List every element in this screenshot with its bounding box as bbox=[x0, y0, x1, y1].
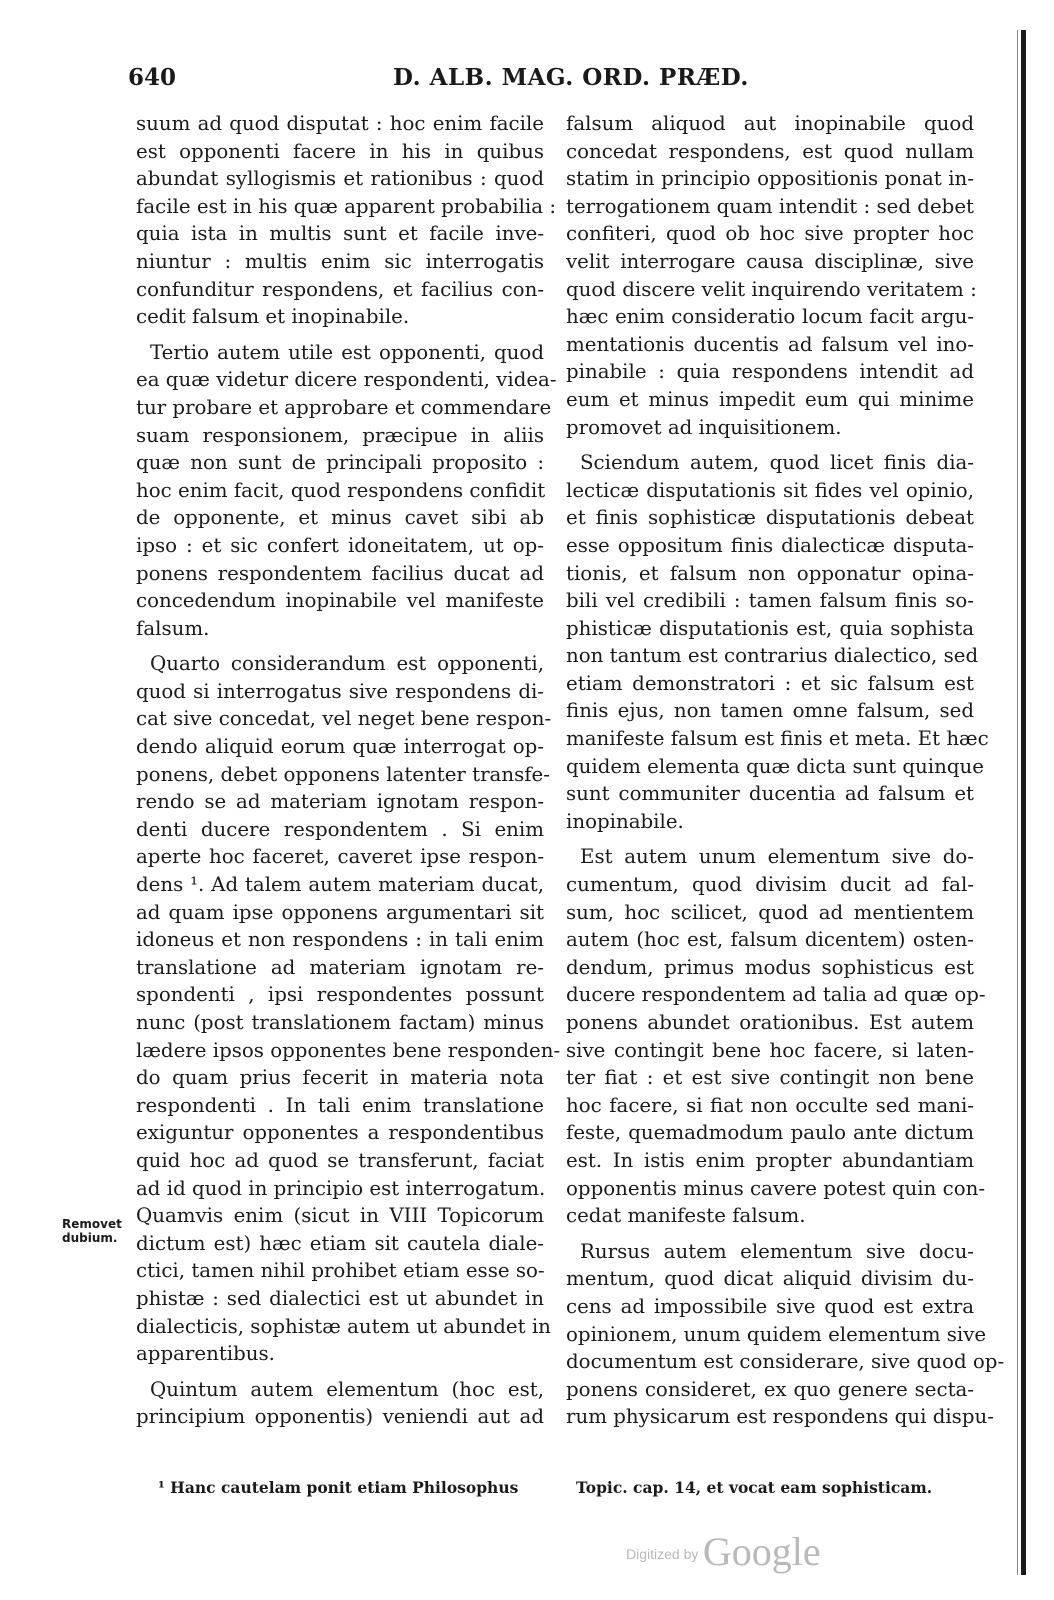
text-line: dendo aliquid eorum quæ interrogat op- bbox=[136, 735, 544, 759]
text-line: concedat respondens, est quod nullam bbox=[566, 139, 974, 163]
page-edge-thin bbox=[1017, 30, 1018, 1575]
text-line: tionis, et falsum non opponatur opina- bbox=[566, 561, 974, 585]
text-line: terrogationem quam intendit : sed debet bbox=[566, 194, 974, 218]
text-line: exiguntur opponentes a respondentibus bbox=[136, 1121, 544, 1145]
text-line: finis ejus, non tamen omne falsum, sed bbox=[566, 699, 974, 723]
footnote-left: ¹ Hanc cautelam ponit etiam Philosophus bbox=[158, 1478, 519, 1497]
margin-note-line: Removet bbox=[62, 1217, 122, 1231]
left-text-column bbox=[136, 110, 561, 1431]
text-line: esse oppositum finis dialecticæ disputa- bbox=[566, 533, 974, 557]
text-line: de opponente, et minus cavet sibi ab bbox=[136, 506, 544, 530]
page-number: 640 bbox=[128, 64, 177, 91]
text-line: confiteri, quod ob hoc sive propter hoc bbox=[566, 222, 974, 246]
right-text-column bbox=[566, 110, 1005, 1431]
page-edge-line bbox=[1021, 30, 1026, 1575]
text-line: manifeste falsum est finis et meta. Et hæc bbox=[566, 727, 989, 751]
text-line: cumentum, quod divisim ducit ad fal- bbox=[566, 873, 974, 897]
watermark-small-text: Digitized by bbox=[626, 1546, 699, 1562]
text-line: tur probare et approbare et commendare bbox=[136, 395, 552, 419]
text-line: hoc enim facit, quod respondens confidit bbox=[136, 478, 546, 502]
text-line: facile est in his quæ apparent probabilia : bbox=[136, 194, 557, 218]
text-line: concedendum inopinabile vel manifeste bbox=[136, 589, 544, 613]
text-line: ponens, debet opponens latenter transfe- bbox=[136, 762, 550, 786]
text-line: Sciendum autem, quod licet finis dia- bbox=[580, 451, 974, 475]
text-line: dialecticis, sophistæ autem ut abundet in bbox=[136, 1314, 551, 1338]
text-line: falsum. bbox=[136, 616, 210, 640]
text-line: aperte hoc faceret, caveret ipse respon- bbox=[136, 845, 544, 869]
text-line: documentum est considerare, sive quod op- bbox=[566, 1350, 1005, 1374]
text-line: ad quam ipse opponens argumentari sit bbox=[136, 900, 544, 924]
text-line: cedit falsum et inopinabile. bbox=[136, 305, 410, 329]
text-line: lædere ipsos opponentes bene responden- bbox=[136, 1038, 561, 1062]
text-line: Est autem unum elementum sive do- bbox=[580, 845, 974, 869]
text-line: etiam demonstratori : et sic falsum est bbox=[566, 671, 974, 695]
text-line: quid hoc ad quod se transferunt, faciat bbox=[136, 1148, 544, 1172]
text-line: Rursus autem elementum sive docu- bbox=[580, 1239, 974, 1263]
text-line: sive contingit bene hoc facere, si laten- bbox=[566, 1038, 974, 1062]
text-line: dendum, primus modus sophisticus est bbox=[566, 955, 974, 979]
text-line: mentationis ducentis ad falsum vel ino- bbox=[566, 332, 974, 356]
text-line: cat sive concedat, vel neget bene respon- bbox=[136, 707, 552, 731]
text-line: nunc (post translationem factam) minus bbox=[136, 1011, 544, 1034]
text-line: hoc facere, si fiat non occulte sed mani- bbox=[566, 1093, 974, 1117]
text-line: lecticæ disputationis sit fides vel opinio, bbox=[566, 478, 974, 502]
text-line: phistæ : sed dialectici est ut abundet in bbox=[136, 1286, 544, 1310]
text-line: suam responsionem, præcipue in aliis bbox=[136, 423, 544, 447]
text-line: confunditur respondens, et facilius con- bbox=[136, 277, 544, 301]
text-line: opponentis minus cavere potest quin con- bbox=[566, 1176, 986, 1200]
text-line: ponens respondentem facilius ducat ad bbox=[136, 561, 544, 585]
footnote-right: Topic. cap. 14, et vocat eam sophisticam. bbox=[576, 1478, 933, 1497]
text-line: ter fiat : et est sive contingit non bene bbox=[566, 1066, 974, 1090]
text-line: et finis sophisticæ disputationis debeat bbox=[566, 506, 974, 530]
text-line: bili vel credibili : tamen falsum finis so- bbox=[566, 589, 974, 613]
text-line: sum, hoc scilicet, quod ad mentientem bbox=[566, 900, 974, 924]
text-line: Quamvis enim (sicut in VIII Topicorum bbox=[136, 1204, 544, 1228]
text-line: Tertio autem utile est opponenti, quod bbox=[150, 340, 544, 364]
text-line: suum ad quod disputat : hoc enim facile bbox=[136, 112, 544, 135]
text-line: eum et minus impedit eum qui minime bbox=[566, 387, 974, 411]
text-line: denti ducere respondentem . Si enim bbox=[136, 817, 544, 841]
text-line: principium opponentis) veniendi aut ad bbox=[136, 1405, 544, 1429]
text-line: autem (hoc est, falsum dicentem) osten- bbox=[566, 928, 974, 952]
margin-note-line: dubium. bbox=[62, 1231, 118, 1245]
google-logo-text: Google bbox=[702, 1529, 821, 1574]
text-line: statim in principio oppositionis ponat in- bbox=[566, 167, 974, 191]
text-line: ducere respondentem ad talia ad quæ op- bbox=[566, 983, 986, 1007]
text-line: quidem elementa quæ dicta sunt quinque bbox=[566, 754, 984, 778]
text-line: idoneus et non respondens : in tali enim bbox=[136, 928, 544, 952]
text-line: cens ad impossibile sive quod est extra bbox=[566, 1294, 974, 1318]
text-line: quod si interrogatus sive respondens di- bbox=[136, 679, 544, 703]
text-line: Quarto considerandum est opponenti, bbox=[150, 652, 544, 676]
text-line: ctici, tamen nihil prohibet etiam esse so- bbox=[136, 1259, 545, 1283]
text-line: ponens abundet orationibus. Est autem bbox=[566, 1011, 974, 1034]
text-line: quæ non sunt de principali proposito : bbox=[136, 451, 544, 475]
text-line: ponens consideret, ex quo genere secta- bbox=[566, 1377, 974, 1401]
text-line: niuntur : multis enim sic interrogatis bbox=[136, 249, 544, 273]
text-line: feste, quemadmodum paulo ante dictum bbox=[566, 1121, 974, 1145]
text-line: rum physicarum est respondens qui dispu- bbox=[566, 1405, 994, 1429]
text-line: dictum est) hæc etiam sit cautela diale- bbox=[136, 1231, 544, 1255]
text-line: falsum aliquod aut inopinabile quod bbox=[566, 112, 974, 135]
text-line: spondenti , ipsi respondentes possunt bbox=[136, 983, 544, 1007]
text-line: abundat syllogismis et rationibus : quod bbox=[136, 167, 544, 191]
text-line: mentum, quod dicat aliquid divisim du- bbox=[566, 1267, 974, 1291]
text-line: quia ista in multis sunt et facile inve- bbox=[136, 222, 544, 246]
text-line: translatione ad materiam ignotam re- bbox=[136, 955, 544, 979]
text-line: ad id quod in principio est interrogatum. bbox=[136, 1176, 546, 1200]
text-line: Quintum autem elementum (hoc est, bbox=[150, 1377, 544, 1401]
text-line: est. In istis enim propter abundantiam bbox=[566, 1148, 974, 1172]
text-line: est opponenti facere in his in quibus bbox=[136, 139, 544, 163]
text-line: non tantum est contrarius dialectico, sed bbox=[566, 644, 979, 668]
text-line: pinabile : quia respondens intendit ad bbox=[566, 360, 974, 384]
text-line: cedat manifeste falsum. bbox=[566, 1204, 806, 1228]
text-line: promovet ad inquisitionem. bbox=[566, 415, 842, 439]
text-line: opinionem, unum quidem elementum sive bbox=[566, 1322, 987, 1346]
text-line: velit interrogare causa disciplinæ, sive bbox=[566, 249, 974, 273]
text-line: respondenti . In tali enim translatione bbox=[136, 1093, 544, 1117]
text-line: inopinabile. bbox=[566, 809, 684, 833]
text-line: apparentibus. bbox=[136, 1342, 275, 1366]
margin-note bbox=[62, 1217, 122, 1245]
text-line: quod discere velit inquirendo veritatem : bbox=[566, 277, 977, 301]
running-title: D. ALB. MAG. ORD. PRÆD. bbox=[393, 64, 749, 91]
text-line: hæc enim consideratio locum facit argu- bbox=[566, 305, 974, 329]
digitized-watermark bbox=[626, 1528, 821, 1575]
page-header bbox=[128, 64, 988, 94]
text-line: dens ¹. Ad talem autem materiam ducat, bbox=[136, 873, 544, 897]
text-line: ipso : et sic confert idoneitatem, ut op- bbox=[136, 533, 544, 557]
text-line: phisticæ disputationis est, quia sophista bbox=[566, 616, 974, 640]
text-line: sunt communiter ducentia ad falsum et bbox=[566, 782, 974, 806]
text-line: rendo se ad materiam ignotam respon- bbox=[136, 790, 544, 814]
text-line: do quam prius fecerit in materia nota bbox=[136, 1066, 544, 1090]
text-line: ea quæ videtur dicere respondenti, videa- bbox=[136, 368, 557, 392]
